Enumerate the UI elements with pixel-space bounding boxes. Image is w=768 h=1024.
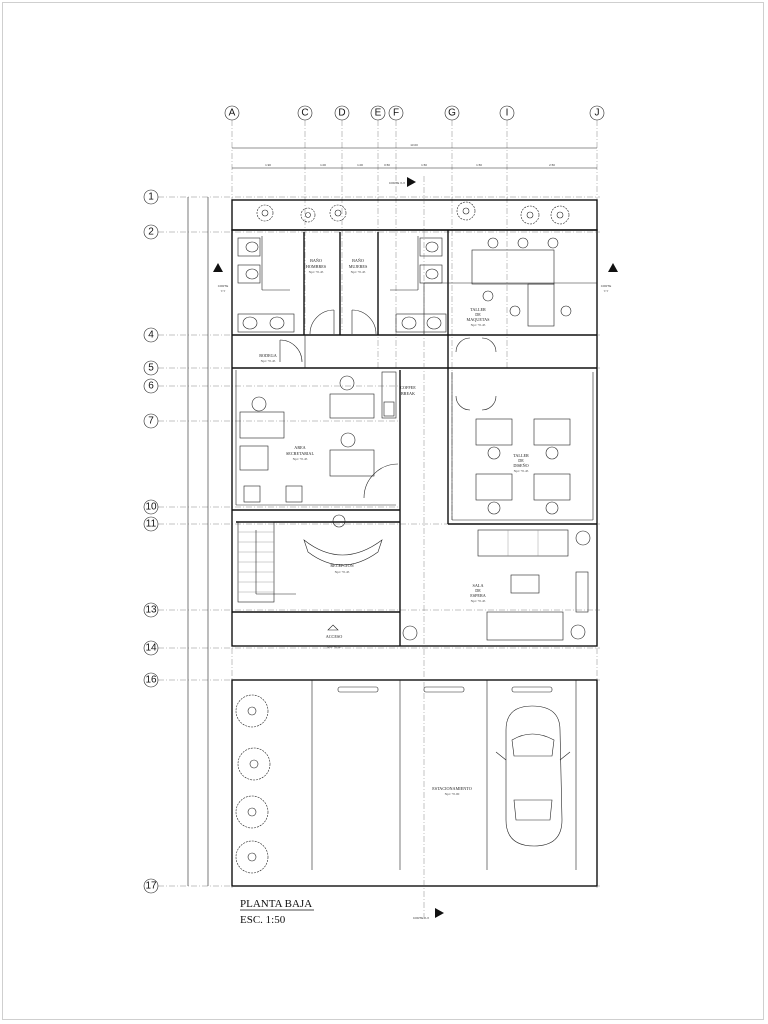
door-swing [310, 310, 334, 334]
axis-label-g: G [448, 107, 456, 119]
axis-label-4: 4 [148, 329, 154, 341]
tree-icon [238, 748, 270, 780]
stairs [238, 522, 296, 602]
desk [330, 450, 374, 476]
stool-icon [561, 306, 571, 316]
room-level-bano-hombres: Npt: +0.45 [308, 270, 324, 274]
sink-icon [270, 317, 284, 329]
toilet-icon [238, 265, 260, 283]
toilet-icon [238, 238, 260, 256]
title-block [240, 898, 314, 926]
walls [232, 200, 597, 886]
stool-icon [488, 238, 498, 248]
room-label-bodega: BODEGA [259, 353, 277, 358]
section-label-left-2: Y-Y [220, 289, 226, 293]
desk [240, 412, 284, 438]
drafting-table [476, 474, 512, 500]
wheel-stop [512, 687, 552, 692]
plant-icon [403, 626, 417, 640]
area-secretarial [240, 372, 416, 502]
planter [257, 202, 569, 224]
room-label-taller-maquetas-3: MAQUETAS [466, 317, 490, 322]
axis-label-1: 1 [148, 191, 154, 203]
row-axes [144, 190, 600, 893]
room-label-sala-espera-1: SALA [472, 583, 484, 588]
section-label-right-1: CORTE [600, 284, 612, 288]
toilet-icon [420, 238, 442, 256]
coffee-machine-icon [384, 402, 394, 416]
chair-icon [340, 376, 354, 390]
stool-icon [483, 291, 493, 301]
chair-icon [252, 397, 266, 411]
room-label-estacionamiento: ESTACIONAMIENTO [432, 786, 472, 791]
room-label-bano-mujeres-2: MUJERES [348, 264, 368, 269]
recepcion [238, 515, 382, 602]
sala-espera [403, 530, 590, 640]
room-label-sala-espera-2: DE [475, 588, 481, 593]
room-label-taller-maquetas-2: DE [475, 312, 481, 317]
overall-dimension: 13.00 [410, 143, 418, 147]
room-label-recepcion: RECEPCION [330, 563, 354, 568]
drafting-table [534, 419, 570, 445]
room-label-taller-diseno-3: DISEÑO [513, 463, 529, 468]
plant-icon [576, 531, 590, 545]
triangle-up-icon [328, 625, 338, 630]
desk [330, 394, 374, 418]
axis-label-17: 17 [145, 880, 157, 892]
dim-seg-4: 0.50 [384, 163, 390, 167]
axis-label-a: A [228, 107, 236, 119]
sink-icon [427, 317, 441, 329]
plant-icon [301, 208, 315, 222]
axis-label-j: J [594, 107, 600, 119]
section-label-left-1: CORTE [217, 284, 229, 288]
room-level-bodega: Npt: +0.45 [260, 359, 276, 363]
axis-label-13: 13 [145, 604, 157, 616]
axis-label-7: 7 [148, 415, 154, 427]
taller-diseno [456, 396, 570, 514]
car-icon [496, 706, 570, 846]
drafting-table [476, 419, 512, 445]
chair-icon [341, 433, 355, 447]
armchair [244, 486, 260, 502]
door-swing [364, 464, 398, 498]
door-swing [456, 396, 470, 410]
dim-seg-7: 2.50 [549, 163, 555, 167]
room-label-taller-maquetas-1: TALLER [470, 307, 486, 312]
plant-icon [571, 625, 585, 639]
section-label-bottom: CORTE X-X [412, 916, 430, 920]
column-axes [225, 106, 604, 890]
section-arrow-icon [213, 263, 223, 272]
room-label-coffee-break-2: BREAK [400, 391, 416, 396]
dim-seg-6: 1.50 [476, 163, 482, 167]
chair-icon [546, 447, 558, 459]
axis-label-5: 5 [148, 362, 154, 374]
door-swing [482, 396, 496, 410]
work-table [528, 284, 554, 326]
room-level-acceso: Npt: +0.45 [326, 645, 342, 649]
room-level-recepcion: Npt: +0.45 [334, 570, 350, 574]
axis-label-2: 2 [148, 226, 154, 238]
room-level-taller-diseno: Npt: +0.45 [513, 469, 529, 473]
room-label-area-secretarial-1: AREA [294, 445, 306, 450]
room-label-taller-diseno-1: TALLER [513, 453, 529, 458]
tree-icon [236, 695, 268, 727]
toilet-icon [420, 265, 442, 283]
stool-icon [548, 238, 558, 248]
acceso [326, 625, 343, 649]
tree-icon [236, 841, 268, 873]
door-swing [456, 338, 470, 352]
axis-label-16: 16 [145, 674, 157, 686]
section-label-right-2: Y-Y [603, 289, 609, 293]
drawing-title: PLANTA BAJA [240, 898, 313, 910]
axis-label-14: 14 [145, 642, 157, 654]
axis-label-f: F [392, 107, 400, 119]
sink-icon [243, 317, 257, 329]
plant-icon [330, 205, 346, 221]
door-swing [352, 310, 376, 334]
dim-seg-2: 1.00 [320, 163, 326, 167]
wheel-stop [424, 687, 464, 692]
tree-icon [236, 796, 268, 828]
room-label-bano-mujeres-1: BAÑO [352, 258, 364, 263]
estacionamiento [236, 687, 570, 873]
section-arrow-icon [407, 177, 416, 187]
room-label-taller-diseno-2: DE [518, 458, 524, 463]
bodega [259, 340, 302, 363]
room-level-bano-mujeres: Npt: +0.45 [350, 270, 366, 274]
room-label-acceso: ACCESO [325, 634, 343, 639]
coffee-table [511, 575, 539, 593]
room-label-bano-hombres-1: BAÑO [310, 258, 322, 263]
plant-icon [257, 205, 273, 221]
dimension-lines [188, 143, 597, 886]
chair-icon [546, 502, 558, 514]
door-swing [280, 340, 302, 362]
section-arrow-icon [608, 263, 618, 272]
axis-label-10: 10 [145, 501, 157, 513]
sofa [478, 530, 568, 556]
room-level-sala-espera: Npt: +0.45 [470, 599, 486, 603]
plant-icon [551, 206, 569, 224]
plant-icon [521, 206, 539, 224]
chair-icon [488, 447, 500, 459]
drawing-scale: ESC. 1:50 [240, 914, 286, 926]
section-arrow-icon [435, 908, 444, 918]
axis-label-i: I [505, 107, 509, 119]
axis-label-11: 11 [145, 518, 157, 530]
room-label-coffee-break-1: COFFEE [400, 385, 416, 390]
chair-icon [488, 502, 500, 514]
armchair [286, 486, 302, 502]
door-swing [482, 338, 496, 352]
sink-icon [402, 317, 416, 329]
room-label-area-secretarial-2: SECRETARIAL [285, 451, 315, 456]
room-level-area-secretarial: Npt: +0.45 [292, 457, 308, 461]
room-level-estacionamiento: Npt: +0.00 [444, 792, 460, 796]
drafting-table [534, 474, 570, 500]
axis-label-6: 6 [148, 380, 154, 392]
reception-desk [304, 540, 382, 565]
room-label-sala-espera-3: ESPERA [470, 593, 486, 598]
room-label-bano-hombres-2: HOMBRES [305, 264, 327, 269]
axis-label-c: C [301, 107, 309, 119]
dim-seg-1: 1.90 [265, 163, 271, 167]
stool-icon [518, 238, 528, 248]
axis-label-e: E [374, 107, 382, 119]
stool-icon [510, 306, 520, 316]
plant-icon [457, 202, 475, 220]
work-table [472, 250, 554, 284]
sofa [240, 446, 268, 470]
cabinet [576, 572, 588, 612]
sofa [487, 612, 563, 640]
room-level-taller-maquetas: Npt: +0.45 [470, 323, 486, 327]
wheel-stop [338, 687, 378, 692]
dim-seg-3: 1.00 [357, 163, 363, 167]
section-label-top: CORTE X-X [388, 181, 406, 185]
dim-seg-5: 1.50 [421, 163, 427, 167]
chair-icon [333, 515, 345, 527]
axis-label-d: D [338, 107, 346, 119]
